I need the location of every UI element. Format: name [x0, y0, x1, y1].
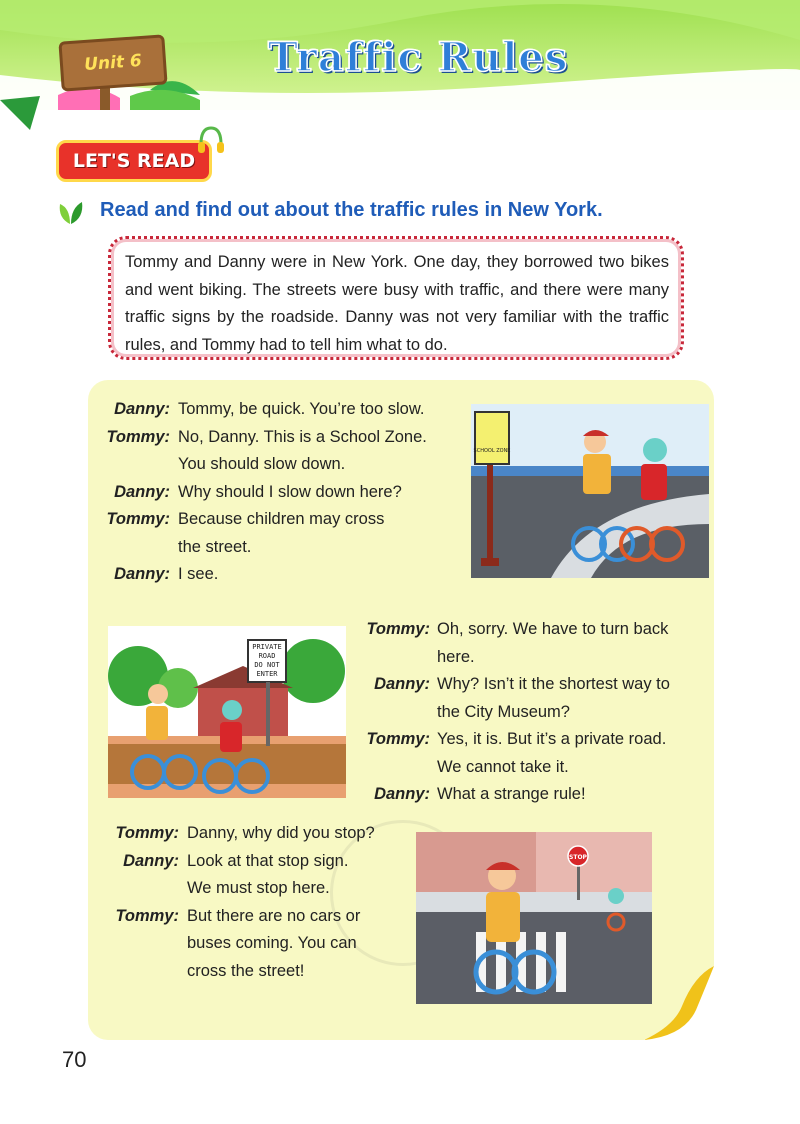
unit-label: Unit 6 — [83, 51, 143, 75]
headphone-icon — [196, 124, 226, 158]
school-zone-sign-text: SCHOOL ZONE — [473, 448, 511, 454]
dialogue-line: Because children may cross — [178, 510, 385, 528]
dialogue-line: cross the street! — [187, 961, 305, 980]
dialogue-line: buses coming. You can — [187, 934, 357, 952]
dialogue-line: But there are no cars or — [187, 906, 361, 925]
speaker-name: Danny: — [123, 851, 179, 870]
page-curl — [644, 966, 714, 1040]
speaker-name: Tommy: — [115, 824, 179, 842]
page-number: 70 — [62, 1047, 87, 1072]
speaker-name: Tommy: — [115, 906, 179, 925]
unit-badge — [58, 34, 167, 91]
dialogue-line: No, Danny. This is a School Zone. — [178, 427, 427, 446]
dialogue-line: Danny, why did you stop? — [187, 824, 375, 842]
speaker-name: Danny: — [374, 785, 430, 803]
intro-box — [108, 236, 684, 360]
dialogue-line: Why? Isn’t it the shortest way to — [437, 675, 670, 693]
dialogue-line: Yes, it is. But it’s a private road. — [437, 730, 667, 748]
speaker-name: Tommy: — [366, 730, 430, 748]
school-zone-illustration — [471, 404, 709, 578]
speaker-name: Danny: — [114, 565, 170, 583]
section-label: LET'S READ — [72, 150, 196, 172]
private-road-sign-line-4: ENTER — [256, 670, 278, 678]
speaker-name: Tommy: — [106, 427, 170, 446]
dialogue-line: here. — [437, 647, 475, 666]
dialogue-line: What a strange rule! — [437, 785, 586, 803]
reading-instruction: Read and find out about the traffic rules in New York. — [100, 199, 603, 221]
dialogue-line: I see. — [178, 565, 219, 583]
private-road-sign-line-2: ROAD — [258, 652, 276, 660]
dialogue-line: Look at that stop sign. — [187, 851, 349, 870]
dialogue-line: Oh, sorry. We have to turn back — [437, 620, 669, 638]
lets-read-badge — [56, 140, 212, 182]
speaker-name: Danny: — [374, 675, 430, 693]
dialogue-line: Tommy, be quick. You’re too slow. — [178, 400, 425, 418]
dialogue-line: You should slow down. — [178, 455, 346, 473]
dialogue-line: the City Museum? — [437, 702, 570, 721]
dialogue-line: We cannot take it. — [437, 757, 569, 776]
intro-paragraph: Tommy and Danny were in New York. One day, they borrowed two bikes and went biking. The streets were busy with traffic, and there were many traffic signs by the roadside. Danny was not very familiar with the traffic rules, and Tommy had to tell him what to do. — [125, 253, 669, 354]
dialogue-line: Why should I slow down here? — [178, 482, 402, 501]
private-road-illustration — [108, 626, 346, 798]
page-title: Traffic Rules — [268, 34, 569, 81]
dialogue-line: the street. — [178, 537, 252, 556]
private-road-sign-line-3: DO NOT — [254, 661, 280, 669]
stop-sign-text: STOP — [569, 854, 587, 861]
stop-sign-illustration — [416, 832, 652, 1004]
leaf-icon — [56, 198, 86, 226]
speaker-name: Tommy: — [106, 510, 170, 528]
dialogue-line: We must stop here. — [187, 879, 330, 897]
speaker-name: Tommy: — [366, 620, 430, 638]
speaker-name: Danny: — [114, 482, 170, 501]
private-road-sign-line-1: PRIVATE — [252, 643, 282, 651]
speaker-name: Danny: — [114, 400, 170, 418]
